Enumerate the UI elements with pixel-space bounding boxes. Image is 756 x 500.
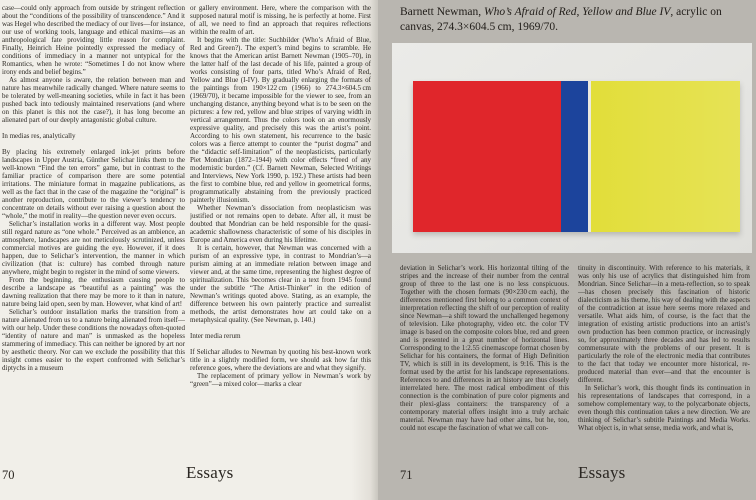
- paragraph: It is certain, however, that Newman was concerned with a purism of an expressive type, in contrast to Mondrian’s—a purism aiming at an immediate relation between image and viewer and, at the same time, representing the highest degree of spiritualization. This becomes clear in a text from 1945 found under the subtitle “The Artist-Thinker” in the edition of Newman’s writings quoted above. Stating, as an example, the difference between his own painterly practice and surrealist methods, the artist demonstrates how art could take on a metaphysical quality. (See Newman, p. 140.): [190, 244, 371, 324]
- caption-details: , acrylic on canvas, 274.3×604.5 cm, 1969/70.: [400, 6, 722, 33]
- paragraph: By placing his extremely enlarged ink-jet prints before landscapes in Upper Austria, Günther Selichar links them to the well-known “Find the ten errors” game, but in contrast to the familiar practice of comparison there are some potential irritations. The miniature format in magazine publications, as well as the fact that in the case of the magazine the “original” is another reproduction, contribute to the viewer’s tendency to concentrate on details without ever raising a question about the “whole,” the motif in reality—the question never even occurs.: [2, 148, 185, 220]
- right-page-column-2: [578, 264, 750, 461]
- artwork-caption: [400, 5, 736, 34]
- paragraph: As almost anyone is aware, the relation between man and nature has meanwhile radically changed. Where nature seems to be tolerated by well-meaning societies, while in fact it has been pushed back into tediously maintained reservations (and where on this planet is this not the case?), it has long become an alienated part of our deeply antagonistic global culture.: [2, 76, 185, 124]
- white-divider-stripe: [588, 81, 591, 232]
- footer-section-title-left: Essays: [186, 463, 234, 482]
- artwork-photograph: [392, 43, 752, 253]
- paragraph: If Selichar alludes to Newman by quoting his best-known work title in a slightly modified form, we should ask how far this reference goes, where the deviations are and what they signify.: [190, 348, 371, 372]
- left-page-column-1: [2, 4, 185, 464]
- page-number-left: 70: [2, 468, 15, 482]
- paragraph: deviation in Selichar’s work. His horizontal tilting of the stripes and the increase of their number from the central group of three to the last one is no less conspicuous. Together with the chosen formats (90×230 cm each), the differences mentioned first belong to a common context of interpretation reflecting the shift of our perception of reality since Newman—a shift toward the unchallenged hegemony of television. Like photography, video etc. the color TV image is based on the composite colors blue, red and green and is presented in a great number of horizontal lines. Corresponding to the 1:2.55 cinemascope format chosen by Selichar for his containers, the format of High Definition TV, which is still in its development, is 9:16. This is the format used by the artist for his landscape representations. References to and differences in art history are thus closely interrelated here. The most radical embodiment of this connection is the combination of pure color pigments and their plexi-glass containers: the transparency of a contemporary material offers insight into a truly archaic material. Newman may have had other aims, but he, too, could not escape the fascination of what we call con-: [400, 264, 569, 432]
- caption-artist: Barnett Newman,: [400, 6, 484, 18]
- footer-section-title-right: Essays: [578, 463, 626, 482]
- paragraph: Selichar’s installation works in a different way. Most people still regard nature as “one whole.” Perceived as an ambience, an atmosphere, landscapes are not meticulously scrutinized, unless commercial motives are guiding the eye. However, if it does happen, due to Selichar’s intervention, the manner in which civilization (that is: culture) has combed through nature anywhere, might begin to register in the mind of some viewers.: [2, 220, 185, 276]
- paragraph: tinuity in discontinuity. With reference to his materials, it was only his use of acrylics that distinguished him from Mondrian. Since Selichar—in a meta-reflection, so to speak—has chosen precisely this fascination of historic dialecticism as his theme, his way of dealing with the aspects of the contradiction at issue here seems more relaxed and versatile. What aids him, of course, is the fact that the integration of existing artistic productions into an artist’s own production has been common practice, or increasingly so, for approximately three decades and has led to results commensurate with the problems of our present. It is particularly the role of the electronic media that contributes to the fact that today we encounter more historical, re-produced material than ever—and that the encounter is different.: [578, 264, 750, 384]
- blue-stripe: [561, 81, 588, 232]
- paragraph: It begins with the title: Suchbilder (Who’s Afraid of Blue, Red and Green?). The expert’s mind begins to scramble. He knows that the American artist Barnett Newman (1905–70), in the latter half of the last decade of his life, painted a group of works consisting of four parts, titled Who’s Afraid of Red, Yellow and Blue (I-IV). By gradually enlarging the formats of the paintings from 190×122 cm (1966) to 274.3×604.5 cm (1969/70), it became impossible for the viewer to see, from an unchanging distance, anything beyond what is to be seen on the pictures: a few red, yellow and blue stripes of varying width in vertical arrangement. Thus the colors took on an enormously expressive quality, and precisely this was the artist’s point. According to his own statement, his recurrence to the basic colors was a fierce attempt to counter the “purist dogma” and the “didactic self-limitation” of the neoplasticists, particularly Piet Mondrian (1872–1944) with color effects “freed of any modernistic burden.” (Cf. Barnett Newman, Selected Writings and Interviews, New York 1990, p. 192.) These artists had been the first to combine blue, red and yellow in geometrical forms, programmatically abstaining from the previously practiced painterly illusionism.: [190, 36, 371, 204]
- yellow-color-field: [591, 81, 740, 232]
- paragraph: Selichar’s outdoor installation marks the transition from a nature alienated from us to a nature being alienated from itself—with our help. Under these conditions the nowadays often-quoted “identity of nature and man” is unmasked as the hopeless stammering of immediacy. This can neither be ignored by art nor by aesthetic theory. Nor can we exclude the possibility that this insight comes easier to the expert confronted with Selichar’s diptychs in a museum: [2, 308, 185, 372]
- paragraph: case—could only approach from outside by stringent reflection about the “conditions of the possibility of transcendence.” And it was Hegel who described the mediacy of our lives—for instance, our use of working tools, language and ethical maxims—as an anthropological fate providing little reason for complaint. Finally, Heinrich Heine pointedly expressed the mediacy of conditions of immediacy in a manner not untypical for the Romantics, when he wrote: “Sometimes I do not know where irony ends and belief begins.”: [2, 4, 185, 76]
- right-page: [378, 0, 756, 500]
- left-page-column-2: [190, 4, 371, 464]
- section-heading: Inter media rerum: [190, 332, 241, 340]
- paragraph: The replacement of primary yellow in Newman’s work by “green”—a mixed color—marks a clear: [190, 372, 371, 388]
- right-page-column-1: [400, 264, 569, 461]
- paragraph: In Selichar’s work, this thought finds its continuation in his representations of landscapes that correspond, in a somehow complementary way, to the polycarbonate objects, even though this continuation takes a new direction. We are thinking of Selichar’s subtitle Paintings and Media Works. What object is, in what sense, media work, and what is,: [578, 384, 750, 432]
- caption-artwork-title: Who’s Afraid of Red, Yellow and Blue IV: [484, 6, 671, 18]
- section-heading: In medias res, analytically: [2, 132, 76, 140]
- red-color-field: [413, 81, 561, 232]
- paragraph: Whether Newman’s dissociation from neoplasticism was justified or not remains open to debate. After all, it must be doubted that Mondrian can be held responsible for the quasi-academic shallowness characteristic of some of his disciples in Europe and America even during his lifetime.: [190, 204, 371, 244]
- newman-painting: [413, 81, 740, 232]
- paragraph: or gallery environment. Here, where the comparison with the supposed natural motif is missing, he is perfectly at home. First of all, we need to find an approach that requires reflections within the realm of art.: [190, 4, 371, 36]
- paragraph: From the beginning, the enthusiasm causing people to describe a landscape as “beautiful as a painting” was the dawning realization that there may be more to it than in nature, nature being laid open, seen by man. However, what kind of art!: [2, 276, 185, 308]
- page-number-right: 71: [400, 468, 413, 482]
